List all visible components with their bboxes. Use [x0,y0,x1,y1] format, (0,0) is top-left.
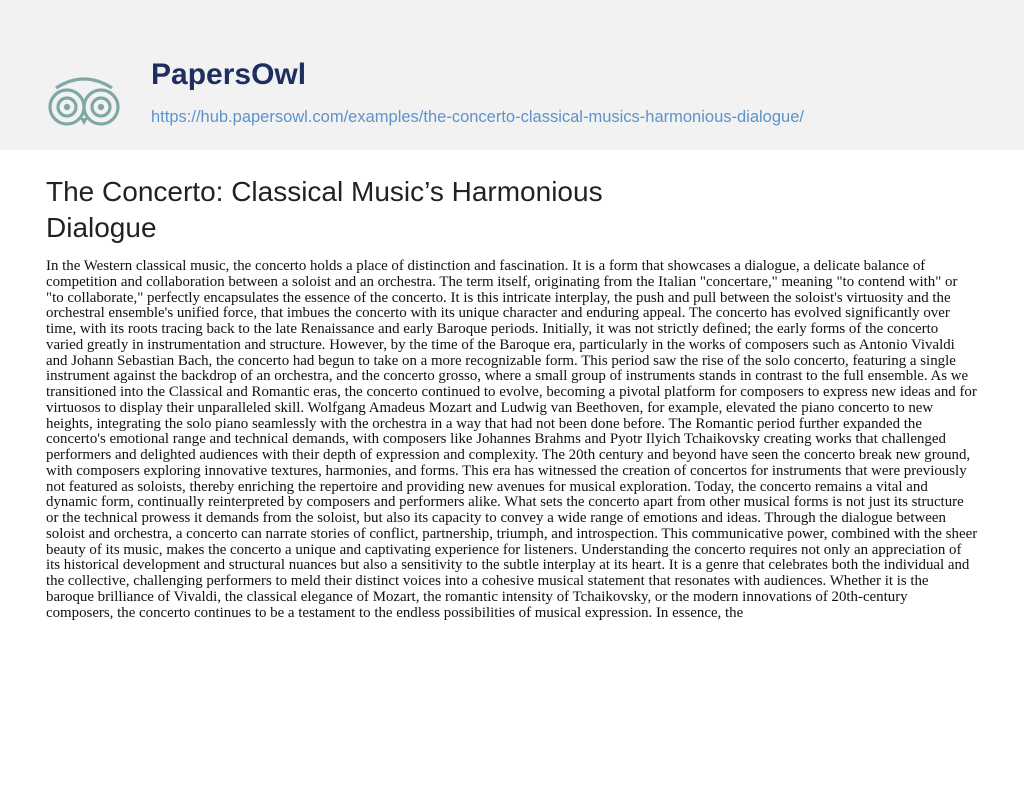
article-title: The Concerto: Classical Music’s Harmonious Dialogue [46,176,603,243]
site-header [0,0,1024,150]
article-body: In the Western classical music, the concerto holds a place of distinction and fascination. It is a form that showcases a dialogue, a delicate balance of competition and collaboration between a soloist and an orchestra. The term itself, originating from the Italian "concertare," meaning "to contend with" or "to collaborate," perfectly encapsulates the essence of the concerto. It is this intricate interplay, the push and pull between the soloist's virtuosity and the orchestral ensemble's unified force, that imbues the concerto with its unique character and enduring appeal. The concerto has evolved significantly over time, with its roots tracing back to the late Renaissance and early Baroque periods. Initially, it was not strictly defined; the early forms of the concerto varied greatly in instrumentation and structure. However, by the time of the Baroque era, particularly in the works of composers such as Antonio Vivaldi and Johann Sebastian Bach, the concerto had begun to take on a more recognizable form. This period saw the rise of the solo concerto, featuring a single instrument against the backdrop of an orchestra, and the concerto grosso, where a small group of instruments stands in contrast to the full ensemble. As we transitioned into the Classical and Romantic eras, the concerto continued to evolve, becoming a pivotal platform for composers to express new ideas and for virtuosos to display their unparalleled skill. Wolfgang Amadeus Mozart and Ludwig van Beethoven, for example, elevated the piano concerto to new heights, integrating the solo piano seamlessly with the orchestra in a way that had not been done before. The Romantic period further expanded the concerto's emotional range and technical demands, with composers like Johannes Brahms and Pyotr Ilyich Tchaikovsky creating works that challenged performers and delighted audiences with their depth of expression and complexity. The 20th century and beyond have seen the concerto break new ground, with composers exploring innovative textures, harmonies, and forms. This era has witnessed the creation of concertos for instruments that were previously not featured as soloists, thereby enriching the repertoire and providing new avenues for musical exploration. Today, the concerto remains a vital and dynamic form, continually reinterpreted by composers and performers alike. What sets the concerto apart from other musical forms is not just its structure or the technical prowess it demands from the soloist, but also its capacity to convey a wide range of emotions and ideas. Through the dialogue between soloist and orchestra, a concerto can narrate stories of conflict, partnership, triumph, and introspection. This communicative power, combined with the sheer beauty of its music, makes the concerto a unique and captivating experience for listeners. Understanding the concerto requires not only an appreciation of its historical development and structural nuances but also a sensitivity to the subtle interplay at its heart. It is a genre that celebrates both the individual and the collective, challenging performers to meld their distinct voices into a cohesive musical statement that resonates with audiences. Whether it is the baroque brilliance of Vivaldi, the classical elegance of Mozart, the romantic intensity of Tchaikovsky, or the modern innovations of 20th-century composers, the concerto continues to be a testament to the endless possibilities of musical expression. In essence, the [46,258,978,621]
brand-name: PapersOwl [151,58,307,91]
source-url-link[interactable]: https://hub.papersowl.com/examples/the-concerto-classical-musics-harmonious-dialogue/ [151,108,804,126]
owl-eyes-logo-icon [46,74,122,132]
